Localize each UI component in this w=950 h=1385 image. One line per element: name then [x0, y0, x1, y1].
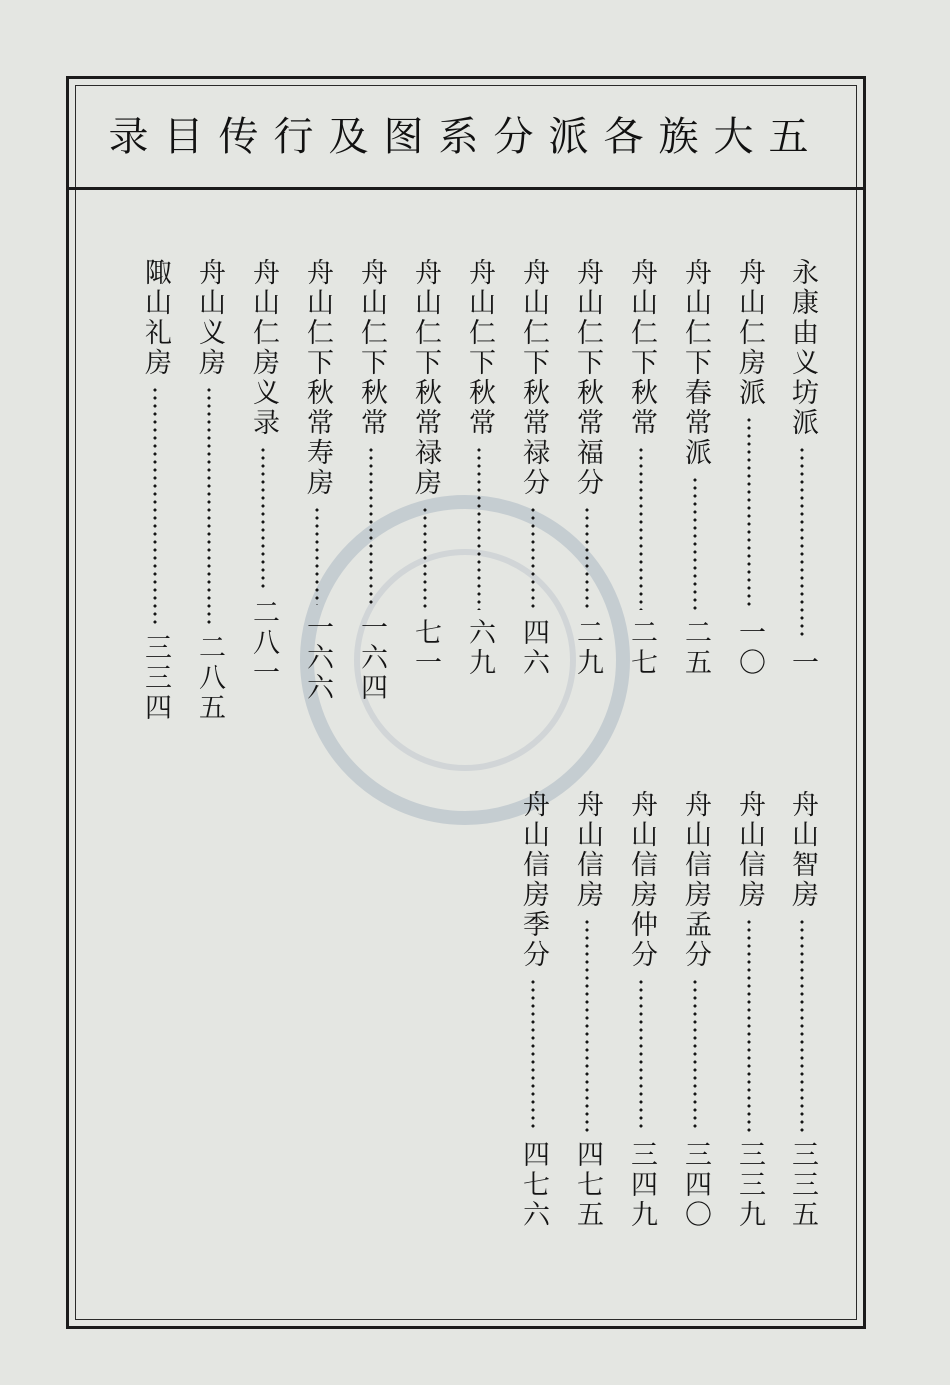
entry-page-number: 四七五: [572, 1140, 603, 1230]
toc-entry[interactable]: [462, 258, 496, 678]
entry-page-number: 七一: [410, 618, 441, 678]
toc-entry[interactable]: [570, 790, 604, 1230]
toc-entry[interactable]: [408, 258, 442, 678]
entry-label: 舟山信房: [572, 790, 603, 910]
entry-label: 舟山仁下秋常禄房: [410, 258, 441, 498]
toc-entry[interactable]: [300, 258, 334, 703]
entry-label: 舟山仁下秋常福分: [572, 258, 603, 498]
entry-page-number: 一六六: [302, 613, 333, 703]
leader-dots: [800, 918, 804, 1132]
entry-page-number: 三四〇: [680, 1140, 711, 1230]
leader-dots: [423, 506, 427, 610]
entry-page-number: 一六四: [356, 613, 387, 703]
entry-label: 陬山礼房: [140, 258, 171, 378]
toc-entry[interactable]: [516, 258, 550, 678]
entry-label: 舟山仁下秋常: [626, 258, 657, 438]
entry-label: 舟山仁房义录: [248, 258, 279, 438]
toc-entry[interactable]: [678, 790, 712, 1230]
toc-entry[interactable]: [192, 258, 226, 723]
toc-entry[interactable]: [246, 258, 280, 688]
toc-entry[interactable]: [354, 258, 388, 703]
toc-entry[interactable]: [678, 258, 712, 678]
entry-page-number: 四七六: [518, 1140, 549, 1230]
leader-dots: [639, 978, 643, 1132]
entry-page-number: 三三五: [787, 1140, 818, 1230]
leader-dots: [531, 978, 535, 1132]
entry-label: 舟山智房: [787, 790, 818, 910]
leader-dots: [693, 978, 697, 1132]
entry-page-number: 二七: [626, 618, 657, 678]
entry-page-number: 三三九: [734, 1140, 765, 1230]
toc-entry[interactable]: [138, 258, 172, 723]
leader-dots: [585, 918, 589, 1132]
entry-page-number: 一〇: [734, 618, 765, 678]
toc-entry[interactable]: [785, 790, 819, 1230]
entry-page-number: 三四九: [626, 1140, 657, 1230]
leader-dots: [369, 446, 373, 605]
leader-dots: [477, 446, 481, 610]
page-title: 录目传行及图系分派各族大五: [108, 113, 824, 160]
entry-label: 永康由义坊派: [787, 258, 818, 438]
toc-entry[interactable]: [732, 790, 766, 1230]
entry-label: 舟山信房: [734, 790, 765, 910]
entry-page-number: 六九: [464, 618, 495, 678]
toc-entry[interactable]: [516, 790, 550, 1230]
leader-dots: [531, 506, 535, 610]
leader-dots: [800, 446, 804, 640]
leader-dots: [207, 386, 211, 625]
entry-page-number: 三三四: [140, 633, 171, 723]
leader-dots: [585, 506, 589, 610]
toc-entry[interactable]: [570, 258, 604, 678]
toc-entry[interactable]: [624, 258, 658, 678]
toc-entry[interactable]: [732, 258, 766, 678]
entry-label: 舟山仁下秋常禄分: [518, 258, 549, 498]
leader-dots: [261, 446, 265, 590]
leader-dots: [315, 506, 319, 605]
entry-label: 舟山仁下春常派: [680, 258, 711, 468]
entry-label: 舟山仁下秋常: [464, 258, 495, 438]
entry-label: 舟山信房季分: [518, 790, 549, 970]
entry-label: 舟山义房: [194, 258, 225, 378]
entry-label: 舟山仁下秋常: [356, 258, 387, 438]
leader-dots: [747, 416, 751, 610]
entry-label: 舟山信房孟分: [680, 790, 711, 970]
entry-page-number: 二九: [572, 618, 603, 678]
entry-label: 舟山仁下秋常寿房: [302, 258, 333, 498]
leader-dots: [639, 446, 643, 610]
leader-dots: [153, 386, 157, 625]
entry-label: 舟山信房仲分: [626, 790, 657, 970]
toc-entry[interactable]: [785, 258, 819, 678]
entry-label: 舟山仁房派: [734, 258, 765, 408]
entry-page-number: 四六: [518, 618, 549, 678]
leader-dots: [747, 918, 751, 1132]
title-band: [69, 79, 863, 190]
toc-entry[interactable]: [624, 790, 658, 1230]
entry-page-number: 二八五: [194, 633, 225, 723]
entry-page-number: 一: [787, 648, 818, 678]
entry-page-number: 二八一: [248, 598, 279, 688]
entry-page-number: 二五: [680, 618, 711, 678]
leader-dots: [693, 476, 697, 610]
